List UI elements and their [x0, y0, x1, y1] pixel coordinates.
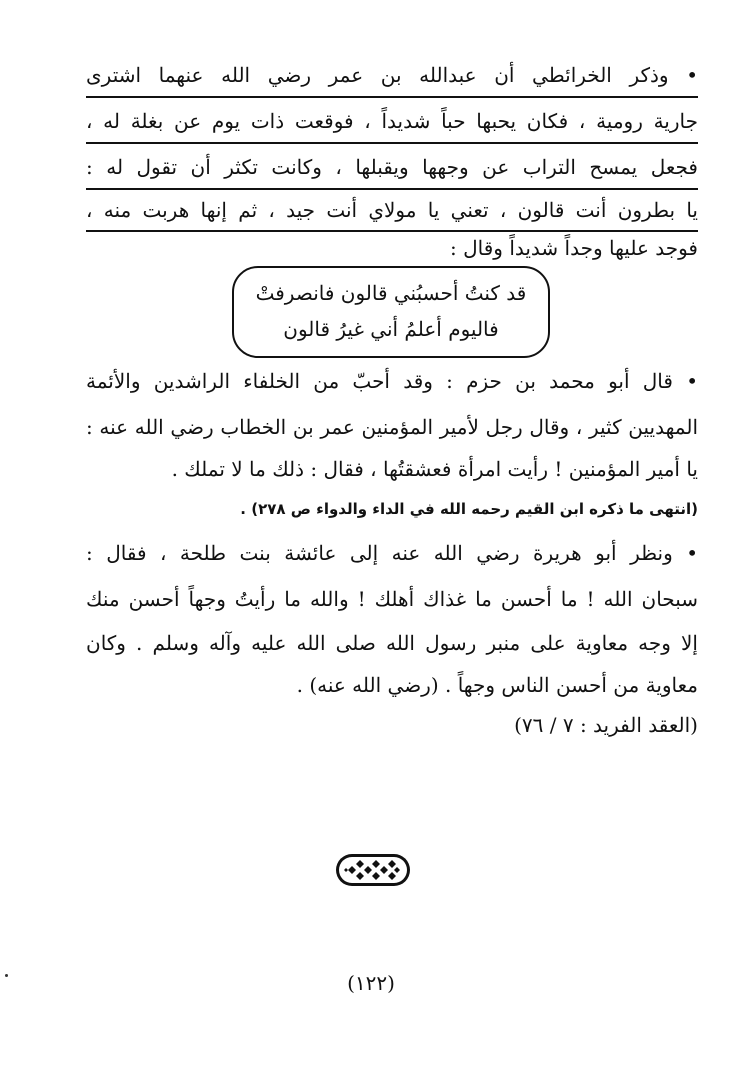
poem-verse: فاليوم أعلمُ أني غيرُ قالون [283, 317, 499, 341]
text-line: جارية رومية ، فكان يحبها حباً شديداً ، فوقعت ذات يوم عن بغلة له ، [86, 109, 698, 133]
ornament-icon [334, 852, 412, 888]
text-line: • وذكر الخرائطي أن عبدالله بن عمر رضي الله عنهما اشترى [86, 63, 698, 87]
text-line: سبحان الله ! ما أحسن ما غذاك أهلك ! والله ما رأيتُ وجهاً أحسن منك [86, 587, 698, 611]
text-line: • قال أبو محمد بن حزم : وقد أحبّ من الخلفاء الراشدين والأئمة [86, 369, 698, 393]
text-line: إلا وجه معاوية على منبر رسول الله صلى الله عليه وآله وسلم . وكان [86, 631, 698, 655]
underline-rule [86, 188, 698, 190]
text-line: فجعل يمسح التراب عن وجهها ويقبلها ، وكانت تكثر أن تقول له : [86, 155, 698, 179]
source-note: (انتهى ما ذكره ابن القيم رحمه الله في الداء والدواء ص ٢٧٨) . [240, 500, 698, 518]
underline-rule [86, 142, 698, 144]
citation: (العقد الفريد : ٧ / ٧٦) [514, 713, 698, 737]
text-line: يا أمير المؤمنين ! رأيت امرأة فعشقتُها ، فقال : ذلك ما لا تملك . [171, 457, 698, 481]
text-line: يا بطرون أنت قالون ، تعني يا مولاي أنت جيد ، ثم إنها هربت منه ، [86, 198, 698, 222]
scan-speck [5, 974, 8, 977]
text-line: • ونظر أبو هريرة رضي الله عنه إلى عائشة بنت طلحة ، فقال : [86, 541, 698, 565]
poem-box [232, 266, 550, 358]
underline-rule [86, 96, 698, 98]
page-number: (١٢٢) [347, 971, 395, 995]
text-line: المهديين كثير ، وقال رجل لأمير المؤمنين عمر بن الخطاب رضي الله عنه : [86, 415, 698, 439]
poem-verse: قد كنتُ أحسبُني قالون فانصرفتْ [255, 281, 527, 305]
text-line: فوجد عليها وجداً شديداً وقال : [450, 236, 698, 260]
text-line: معاوية من أحسن الناس وجهاً . (رضي الله عنه) . [296, 673, 698, 697]
